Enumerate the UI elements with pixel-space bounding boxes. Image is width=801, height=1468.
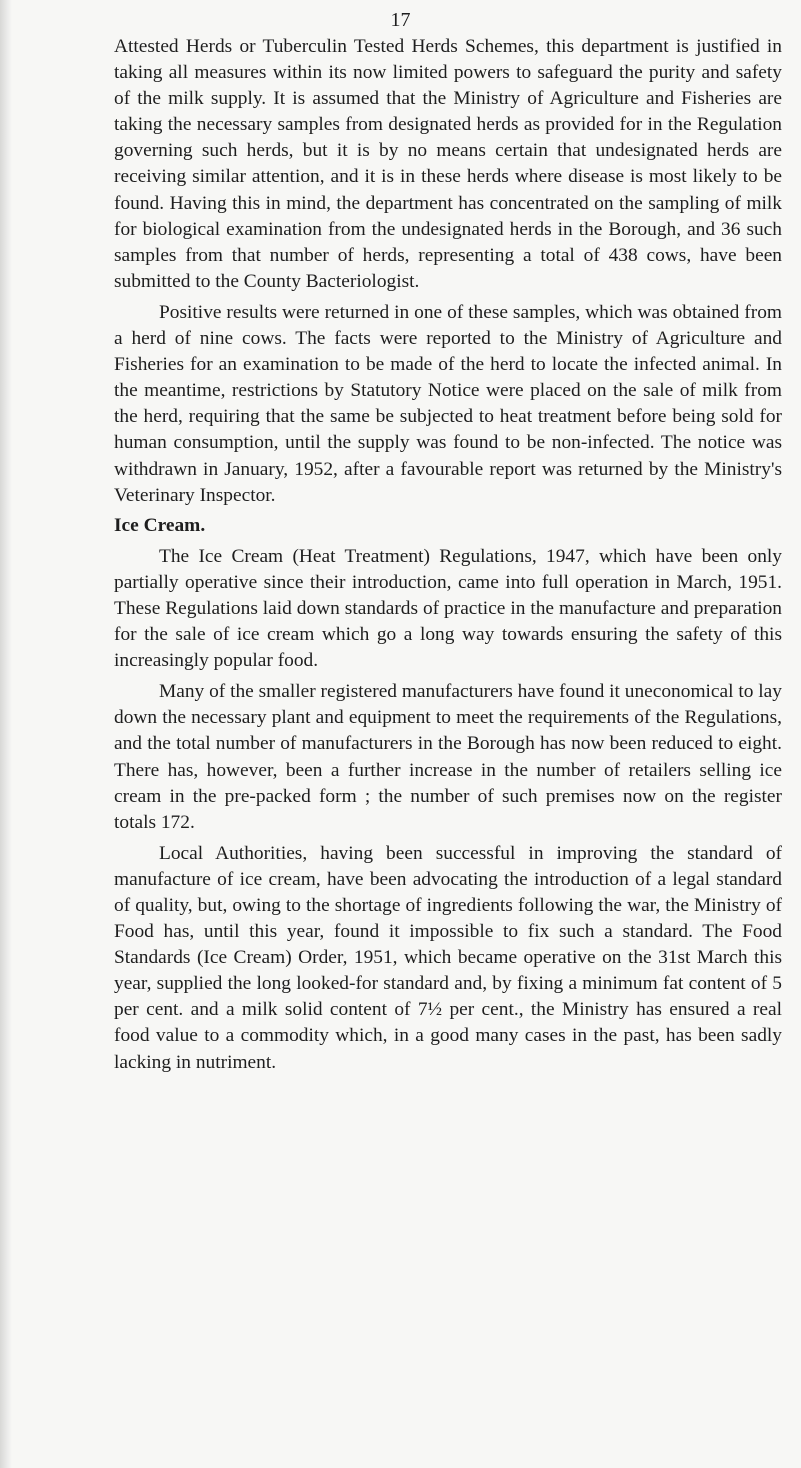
document-body [114,34,782,1076]
paragraph-positive-results: Positive results were returned in one of these samples, which was obtained from a herd of nine cows. The facts were reported to the Ministry of Agriculture and Fisheries for an examination to be made of the herd to locate the infected animal. In the meantime, restrictions by Statutory Notice were placed on the sale of milk from the herd, requiring that the same be subjected to heat treatment before being sold for human consumption, until the supply was found to be non-infected. The notice was withdrawn in January, 1952, after a favourable report was returned by the Ministry's Veterinary Inspector. [114,301,782,506]
paragraph-manufacturers: Many of the smaller registered manufacturers have found it uneconomical to lay down the necessary plant and equipment to meet the requirements of the Regulations, and the total number of manufacturers in the Borough has now been reduced to eight. There has, however, been a further increase in the number of retailers selling ice cream in the pre-packed form ; the number of such premises now on the register totals 172. [114,681,782,833]
page-number: 17 [390,9,411,31]
section-heading-ice-cream: Ice Cream. [114,514,206,536]
scan-edge-shadow [0,0,12,1468]
paragraph-food-standards: Local Authorities, having been successful in improving the standard of manufacture of ice cream, have been advocating the introduction of a legal standard of quality, but, owing to the shortage of ingredients following the war, the Ministry of Food has, until this year, found it impossible to fix such a standard. The Food Standards (Ice Cream) Order, 1951, which became operative on the 31st March this year, supplied the long looked-for standard and, by fixing a minimum fat content of 5 per cent. and a milk solid content of 7½ per cent., the Ministry has ensured a real food value to a commodity which, in a good many cases in the past, has been sadly lacking in nutriment. [114,842,782,1073]
paragraph-herds-schemes: Attested Herds or Tuberculin Tested Herds Schemes, this department is justified in taking all measures within its now limited powers to safeguard the purity and safety of the milk supply. It is assumed that the Ministry of Agriculture and Fisheries are taking the necessary samples from designated herds as provided for in the Regulation governing such herds, but it is by no means certain that undesignated herds are receiving similar attention, and it is in these herds where disease is most likely to be found. Having this in mind, the department has concentrated on the sampling of milk for biological examination from the undesignated herds in the Borough, and 36 such samples from that number of herds, representing a total of 438 cows, have been submitted to the County Bacteriologist. [114,36,782,292]
paragraph-ice-cream-regulations: The Ice Cream (Heat Treatment) Regulations, 1947, which have been only partially operative since their introduction, came into full operation in March, 1951. These Regulations laid down standards of practice in the manufacture and preparation for the sale of ice cream which go a long way towards ensuring the safety of this increasingly popular food. [114,545,782,672]
